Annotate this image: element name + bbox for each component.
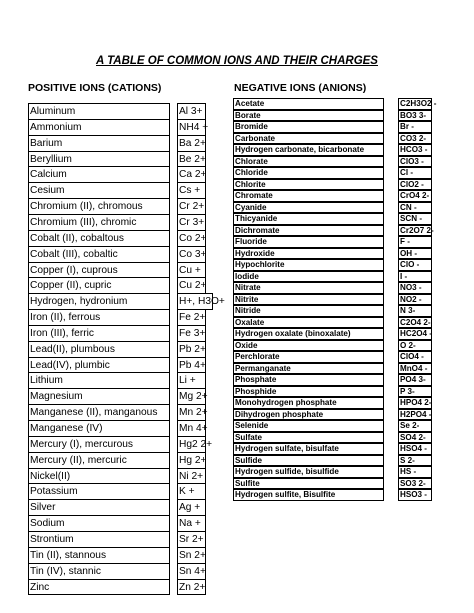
cation-ion-formula: Hg 2+ [177,452,206,469]
anion-name: Chlorite [233,179,384,191]
cation-ion-formula: Sn 4+ [177,563,206,580]
anion-ion-formula: ClO4 - [398,351,432,363]
anion-name: Nitrate [233,282,384,294]
anion-name: Thicyanide [233,213,384,225]
anion-ion-formula: CO3 2- [398,133,432,145]
anion-name: Hypochlorite [233,259,384,271]
anion-ion-formula: HC2O4 - [400,329,432,338]
anion-ion-formula: C2H3O2 - [400,99,437,108]
cation-name: Nickel(II) [28,468,170,485]
cation-name: Ammonium [28,119,170,136]
cation-name: Magnesium [28,388,170,405]
anion-name: Oxide [233,340,384,352]
anion-name: Acetate [233,98,384,110]
cation-ion-formula: Ba 2+ [177,135,206,152]
cation-ion-formula: Zn 2+ [177,579,206,596]
cation-ion-formula: Cu 2+ [177,277,206,294]
anion-name: Perchlorate [233,351,384,363]
anion-name: Hydroxide [233,248,384,260]
cation-ion-formula: Hg2 2+ [177,436,206,453]
anion-name: Hydrogen sulfate, bisulfate [233,443,384,455]
cation-ion-formula: Na + [177,515,206,532]
anion-ion-formula: O 2- [398,340,432,352]
anion-ion-formula: Cr2O7 2- [400,225,434,235]
anion-ion-formula: ClO2 - [398,179,432,191]
cation-name: Barium [28,135,170,152]
anion-ion-formula: HS - [398,466,432,478]
anion-ion-formula: F - [398,236,432,248]
anion-name: Fluoride [233,236,384,248]
cation-name: Mercury (I), mercurous [28,436,170,453]
cation-name: Iron (II), ferrous [28,309,170,326]
cation-ion-formula: Cs + [177,182,206,199]
cation-name: Manganese (IV) [28,420,170,437]
cation-name: Chromium (II), chromous [28,198,170,215]
anion-name: Chloride [233,167,384,179]
page-title: A TABLE OF COMMON IONS AND THEIR CHARGES [96,55,378,67]
anion-ion-formula: OH - [398,248,432,260]
cation-ion-formula: Li + [177,372,206,389]
cation-name: Tin (II), stannous [28,547,170,564]
anion-ion-formula: ClO3 - [398,156,432,168]
anion-name: Cyanide [233,202,384,214]
cation-name: Mercury (II), mercuric [28,452,170,469]
cation-name: Cobalt (II), cobaltous [28,230,170,247]
anion-ion-formula: Br - [398,121,432,133]
cation-name: Manganese (II), manganous [28,404,170,421]
cation-ion-formula: Fe 3+ [177,325,206,342]
anion-name: Hydrogen oxalate (binoxalate) [233,328,384,340]
cation-ion-formula: K + [177,483,206,500]
anion-ion-formula: I - [398,271,432,283]
anion-ion-formula: BO3 3- [398,110,432,122]
anion-name: Oxalate [233,317,384,329]
cation-ion-formula: Pb 4+ [177,357,206,374]
anion-name: Sulfide [233,455,384,467]
cation-name: Calcium [28,166,170,183]
anion-ion-formula: H2PO4 - [400,409,432,419]
anion-ion-formula: SCN - [398,213,432,225]
cation-name: Cesium [28,182,170,199]
anion-name: Phosphate [233,374,384,386]
anion-name: Nitride [233,305,384,317]
anion-ion-formula: Se 2- [398,420,432,432]
cation-ion-formula: Mg 2+ [177,388,206,405]
anion-ion-formula: HSO3 - [398,489,432,501]
cation-ion-formula: Al 3+ [177,103,206,120]
anion-name: Sulfate [233,432,384,444]
cation-name: Lead(IV), plumbic [28,357,170,374]
cation-name: Zinc [28,579,170,596]
anion-name: Borate [233,110,384,122]
cation-ion-formula: Fe 2+ [177,309,206,326]
cation-ion-formula: Be 2+ [177,151,206,168]
anion-ion-formula: C2O4 2- [400,317,431,327]
anion-ion-formula: CN - [398,202,432,214]
anion-name: Selenide [233,420,384,432]
cation-ion-formula: Sn 2+ [177,547,206,564]
anion-ion-formula: CrO4 2- [398,190,432,202]
anion-ion-formula: HPO4 2- [400,398,432,407]
cation-name: Strontium [28,531,170,548]
anion-name: Iodide [233,271,384,283]
anion-name: Monohydrogen phosphate [233,397,384,409]
anion-name: Phosphide [233,386,384,398]
anion-ion-formula: N 3- [398,305,432,317]
anion-name: Nitrite [233,294,384,306]
cation-name: Cobalt (III), cobaltic [28,246,170,263]
cation-name: Lithium [28,372,170,389]
cation-name: Beryllium [28,151,170,168]
cation-name: Copper (II), cupric [28,277,170,294]
anion-name: Permanganate [233,363,384,375]
anion-ion-formula: HCO3 - [398,144,432,156]
cation-ion-formula: Cr 3+ [177,214,206,231]
anion-ion-formula: P 3- [398,386,432,398]
cation-name: Copper (I), cuprous [28,262,170,279]
cations-header: POSITIVE IONS (CATIONS) [28,82,162,94]
cation-name: Sodium [28,515,170,532]
anions-header: NEGATIVE IONS (ANIONS) [234,82,367,94]
anion-name: Hydrogen sulfide, bisulfide [233,466,384,478]
anion-ion-formula: S 2- [398,455,432,467]
cation-ion-formula: Pb 2+ [177,341,206,358]
cation-name: Hydrogen, hydronium [28,293,170,310]
anion-name: Hydrogen sulfite, Bisulfite [233,489,384,501]
anion-name: Dichromate [233,225,384,237]
cation-name: Lead(II), plumbous [28,341,170,358]
anion-name: Carbonate [233,133,384,145]
anion-ion-formula: PO4 3- [398,374,432,386]
cation-ion-formula: Ni 2+ [177,468,206,485]
cation-ion-formula: Ca 2+ [177,166,206,183]
cation-name: Iron (III), ferric [28,325,170,342]
anion-ion-formula: ClO - [398,259,432,271]
cation-name: Tin (IV), stannic [28,563,170,580]
anion-name: Dihydrogen phosphate [233,409,384,421]
anion-ion-formula: NO3 - [398,282,432,294]
cation-ion-formula: Cr 2+ [177,198,206,215]
cation-name: Potassium [28,483,170,500]
anion-ion-formula: SO3 2- [398,478,432,490]
cation-name: Silver [28,499,170,516]
anion-ion-formula: HSO4 - [398,443,432,455]
cation-ion-formula: Co 3+ [177,246,206,263]
cation-name: Chromium (III), chromic [28,214,170,231]
cation-ion-formula: Mn 4+ [177,420,206,437]
anion-name: Bromide [233,121,384,133]
cation-ion-formula: H+, H3O+ [177,293,213,310]
anion-ion-formula: MnO4 - [398,363,432,375]
anion-name: Chromate [233,190,384,202]
cation-ion-formula: Mn 2+ [177,404,206,421]
anion-name: Sulfite [233,478,384,490]
anion-name: Hydrogen carbonate, bicarbonate [233,144,384,156]
cation-ion-formula: NH4 + [177,119,206,136]
cation-ion-formula: Ag + [177,499,206,516]
anion-ion-formula: NO2 - [398,294,432,306]
anion-ion-formula: Cl - [398,167,432,179]
cation-ion-formula: Co 2+ [177,230,206,247]
anion-ion-formula: SO4 2- [398,432,432,444]
cation-ion-formula: Sr 2+ [177,531,206,548]
cation-name: Aluminum [28,103,170,120]
cation-ion-formula: Cu + [177,262,206,279]
anion-name: Chlorate [233,156,384,168]
